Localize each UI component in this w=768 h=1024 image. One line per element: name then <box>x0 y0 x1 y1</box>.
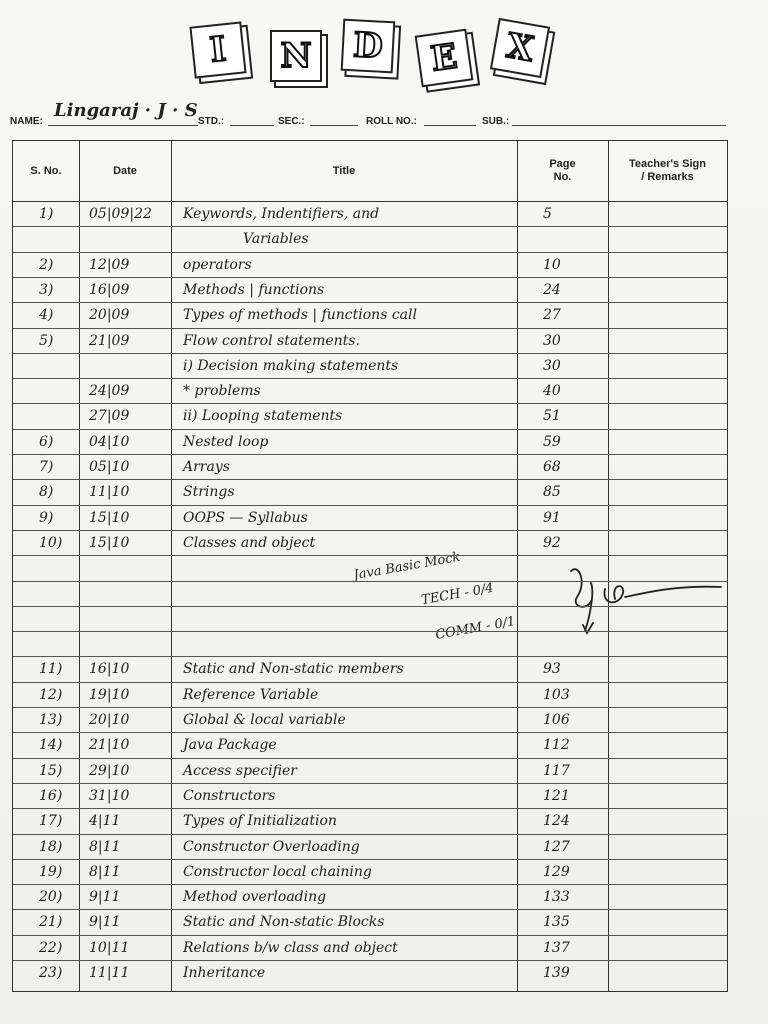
row-date: 10|11 <box>89 939 130 956</box>
row-title: Constructors <box>183 787 276 804</box>
row-date: 27|09 <box>89 408 130 425</box>
row-date: 12|09 <box>89 256 130 273</box>
row-title: Relations b/w class and object <box>183 939 398 956</box>
row-date: 29|10 <box>89 762 130 779</box>
row-date: 05|10 <box>89 459 130 475</box>
row-date: 20|10 <box>89 712 130 728</box>
row-title: Keywords, Indentifiers, and <box>183 206 380 222</box>
row-page-no: 129 <box>543 863 570 880</box>
name-label: NAME: <box>10 116 43 127</box>
row-date: 16|09 <box>89 281 130 298</box>
row-date: 21|09 <box>89 332 130 349</box>
row-sno: 23) <box>39 965 63 981</box>
row-title: OOPS — Syllabus <box>183 509 308 526</box>
row-sno: 22) <box>39 939 63 956</box>
row-page-no: 112 <box>543 737 570 754</box>
row-divider <box>13 606 727 607</box>
row-date: 20|09 <box>89 307 130 324</box>
row-sno: 9) <box>39 509 54 526</box>
row-sno: 21) <box>39 914 63 931</box>
annotation-line-2: TECH - 0/4 <box>420 580 495 609</box>
row-page-no: 10 <box>543 256 561 273</box>
row-page-no: 106 <box>543 712 570 728</box>
row-date: 31|10 <box>89 787 130 804</box>
row-page-no: 5 <box>543 206 552 222</box>
row-title: Arrays <box>183 459 230 475</box>
row-page-no: 124 <box>543 813 570 830</box>
handwritten-annotation <box>347 549 727 663</box>
row-sno: 10) <box>39 534 63 551</box>
row-page-no: 117 <box>543 762 570 779</box>
row-title: ii) Looping statements <box>183 408 343 425</box>
row-title: Static and Non-static members <box>183 661 404 678</box>
row-title: Static and Non-static Blocks <box>183 914 385 931</box>
row-page-no: 93 <box>543 661 561 678</box>
row-title: Variables <box>243 231 309 248</box>
row-page-no: 30 <box>543 357 561 374</box>
row-date: 24|09 <box>89 383 130 400</box>
col-divider <box>171 141 172 991</box>
row-page-no: 127 <box>543 838 570 855</box>
row-title: Types of Initialization <box>183 813 337 830</box>
row-date: 15|10 <box>89 509 130 526</box>
col-divider <box>79 141 80 991</box>
row-title: Flow control statements. <box>183 332 360 349</box>
header-page-no: Page No. <box>549 158 576 183</box>
row-page-no: 133 <box>543 889 570 906</box>
row-page-no: 27 <box>543 307 561 324</box>
sec-label: SEC.: <box>278 116 305 127</box>
row-page-no: 68 <box>543 459 561 475</box>
std-line <box>230 125 274 126</box>
row-sno: 20) <box>39 889 63 906</box>
row-sno: 14) <box>39 737 63 754</box>
row-date: 04|10 <box>89 433 130 450</box>
row-title: Constructor Overloading <box>183 838 360 855</box>
row-title: Constructor local chaining <box>183 863 372 880</box>
annotation-line-3: COMM - 0/1 <box>434 614 517 643</box>
row-sno: 19) <box>39 863 63 880</box>
row-title: Global & local variable <box>183 712 346 728</box>
index-letter-tile: E <box>415 29 474 88</box>
row-sno: 7) <box>39 459 54 475</box>
header-sno: S. No. <box>30 164 62 177</box>
row-date: 15|10 <box>89 534 130 551</box>
row-date: 8|11 <box>89 838 121 855</box>
teacher-signature <box>565 553 725 643</box>
annotation-line-1: Java Basic Mock <box>352 549 462 584</box>
row-date: 9|11 <box>89 889 121 906</box>
std-label: STD.: <box>198 116 225 127</box>
sec-line <box>310 125 358 126</box>
row-sno: 16) <box>39 787 63 804</box>
name-value: Lingaraj · J · S <box>54 100 198 121</box>
row-page-no: 91 <box>543 509 561 526</box>
row-page-no: 85 <box>543 484 561 501</box>
row-date: 19|10 <box>89 686 130 703</box>
row-page-no: 59 <box>543 433 561 450</box>
row-page-no: 30 <box>543 332 561 349</box>
row-date: 16|10 <box>89 661 130 678</box>
row-divider <box>13 581 727 582</box>
row-page-no: 121 <box>543 787 570 804</box>
sub-label: SUB.: <box>482 116 510 127</box>
row-page-no: 92 <box>543 534 561 551</box>
row-title: Nested loop <box>183 433 269 450</box>
row-date: 11|10 <box>89 484 130 501</box>
row-sno: 13) <box>39 712 63 728</box>
row-date: 11|11 <box>89 965 130 981</box>
index-letter-tile: I <box>189 21 246 78</box>
row-title: i) Decision making statements <box>183 357 399 374</box>
row-sno: 1) <box>39 206 54 222</box>
row-title: Strings <box>183 484 235 501</box>
row-date: 8|11 <box>89 863 121 880</box>
row-sno: 5) <box>39 332 54 349</box>
row-sno: 11) <box>39 661 63 678</box>
row-sno: 4) <box>39 307 54 324</box>
row-sno: 15) <box>39 762 63 779</box>
row-divider <box>13 631 727 632</box>
row-divider <box>13 555 727 556</box>
row-date: 05|09|22 <box>89 206 152 222</box>
row-title: Classes and object <box>183 534 316 551</box>
row-title: Reference Variable <box>183 686 319 703</box>
row-title: Inheritance <box>183 965 266 981</box>
row-sno: 2) <box>39 256 54 273</box>
header-date: Date <box>113 164 137 177</box>
row-title: * problems <box>183 383 261 400</box>
row-sno: 8) <box>39 484 54 501</box>
row-page-no: 40 <box>543 383 561 400</box>
header-title: Title <box>332 164 356 177</box>
row-sno: 3) <box>39 281 54 298</box>
row-page-no: 103 <box>543 686 570 703</box>
row-sno: 6) <box>39 433 54 450</box>
name-line <box>48 125 198 126</box>
sub-line <box>512 125 726 126</box>
row-title: Java Package <box>183 737 277 754</box>
row-date: 21|10 <box>89 737 130 754</box>
row-title: Method overloading <box>183 889 327 906</box>
row-sno: 12) <box>39 686 63 703</box>
roll-no-label: ROLL NO.: <box>366 116 417 127</box>
row-title: operators <box>183 256 252 273</box>
row-page-no: 135 <box>543 914 570 931</box>
row-page-no: 137 <box>543 939 570 956</box>
index-table <box>12 140 728 992</box>
index-letter-tile: N <box>270 30 322 82</box>
row-sno: 18) <box>39 838 63 855</box>
row-page-no: 24 <box>543 281 561 298</box>
row-divider <box>13 226 727 227</box>
header-teacher-sign: Teacher's Sign / Remarks <box>629 158 706 183</box>
index-letter-tile: D <box>341 19 396 74</box>
row-sno: 17) <box>39 813 63 830</box>
row-date: 9|11 <box>89 914 121 931</box>
roll-no-line <box>424 125 476 126</box>
row-date: 4|11 <box>89 813 121 830</box>
student-info-row <box>10 100 730 130</box>
row-page-no: 139 <box>543 965 570 981</box>
row-title: Methods | functions <box>183 281 325 298</box>
index-heading <box>186 16 558 82</box>
index-letter-tile: X <box>490 18 550 78</box>
row-title: Types of methods | functions call <box>183 307 417 324</box>
row-page-no: 51 <box>543 408 561 425</box>
row-title: Access specifier <box>183 762 297 779</box>
